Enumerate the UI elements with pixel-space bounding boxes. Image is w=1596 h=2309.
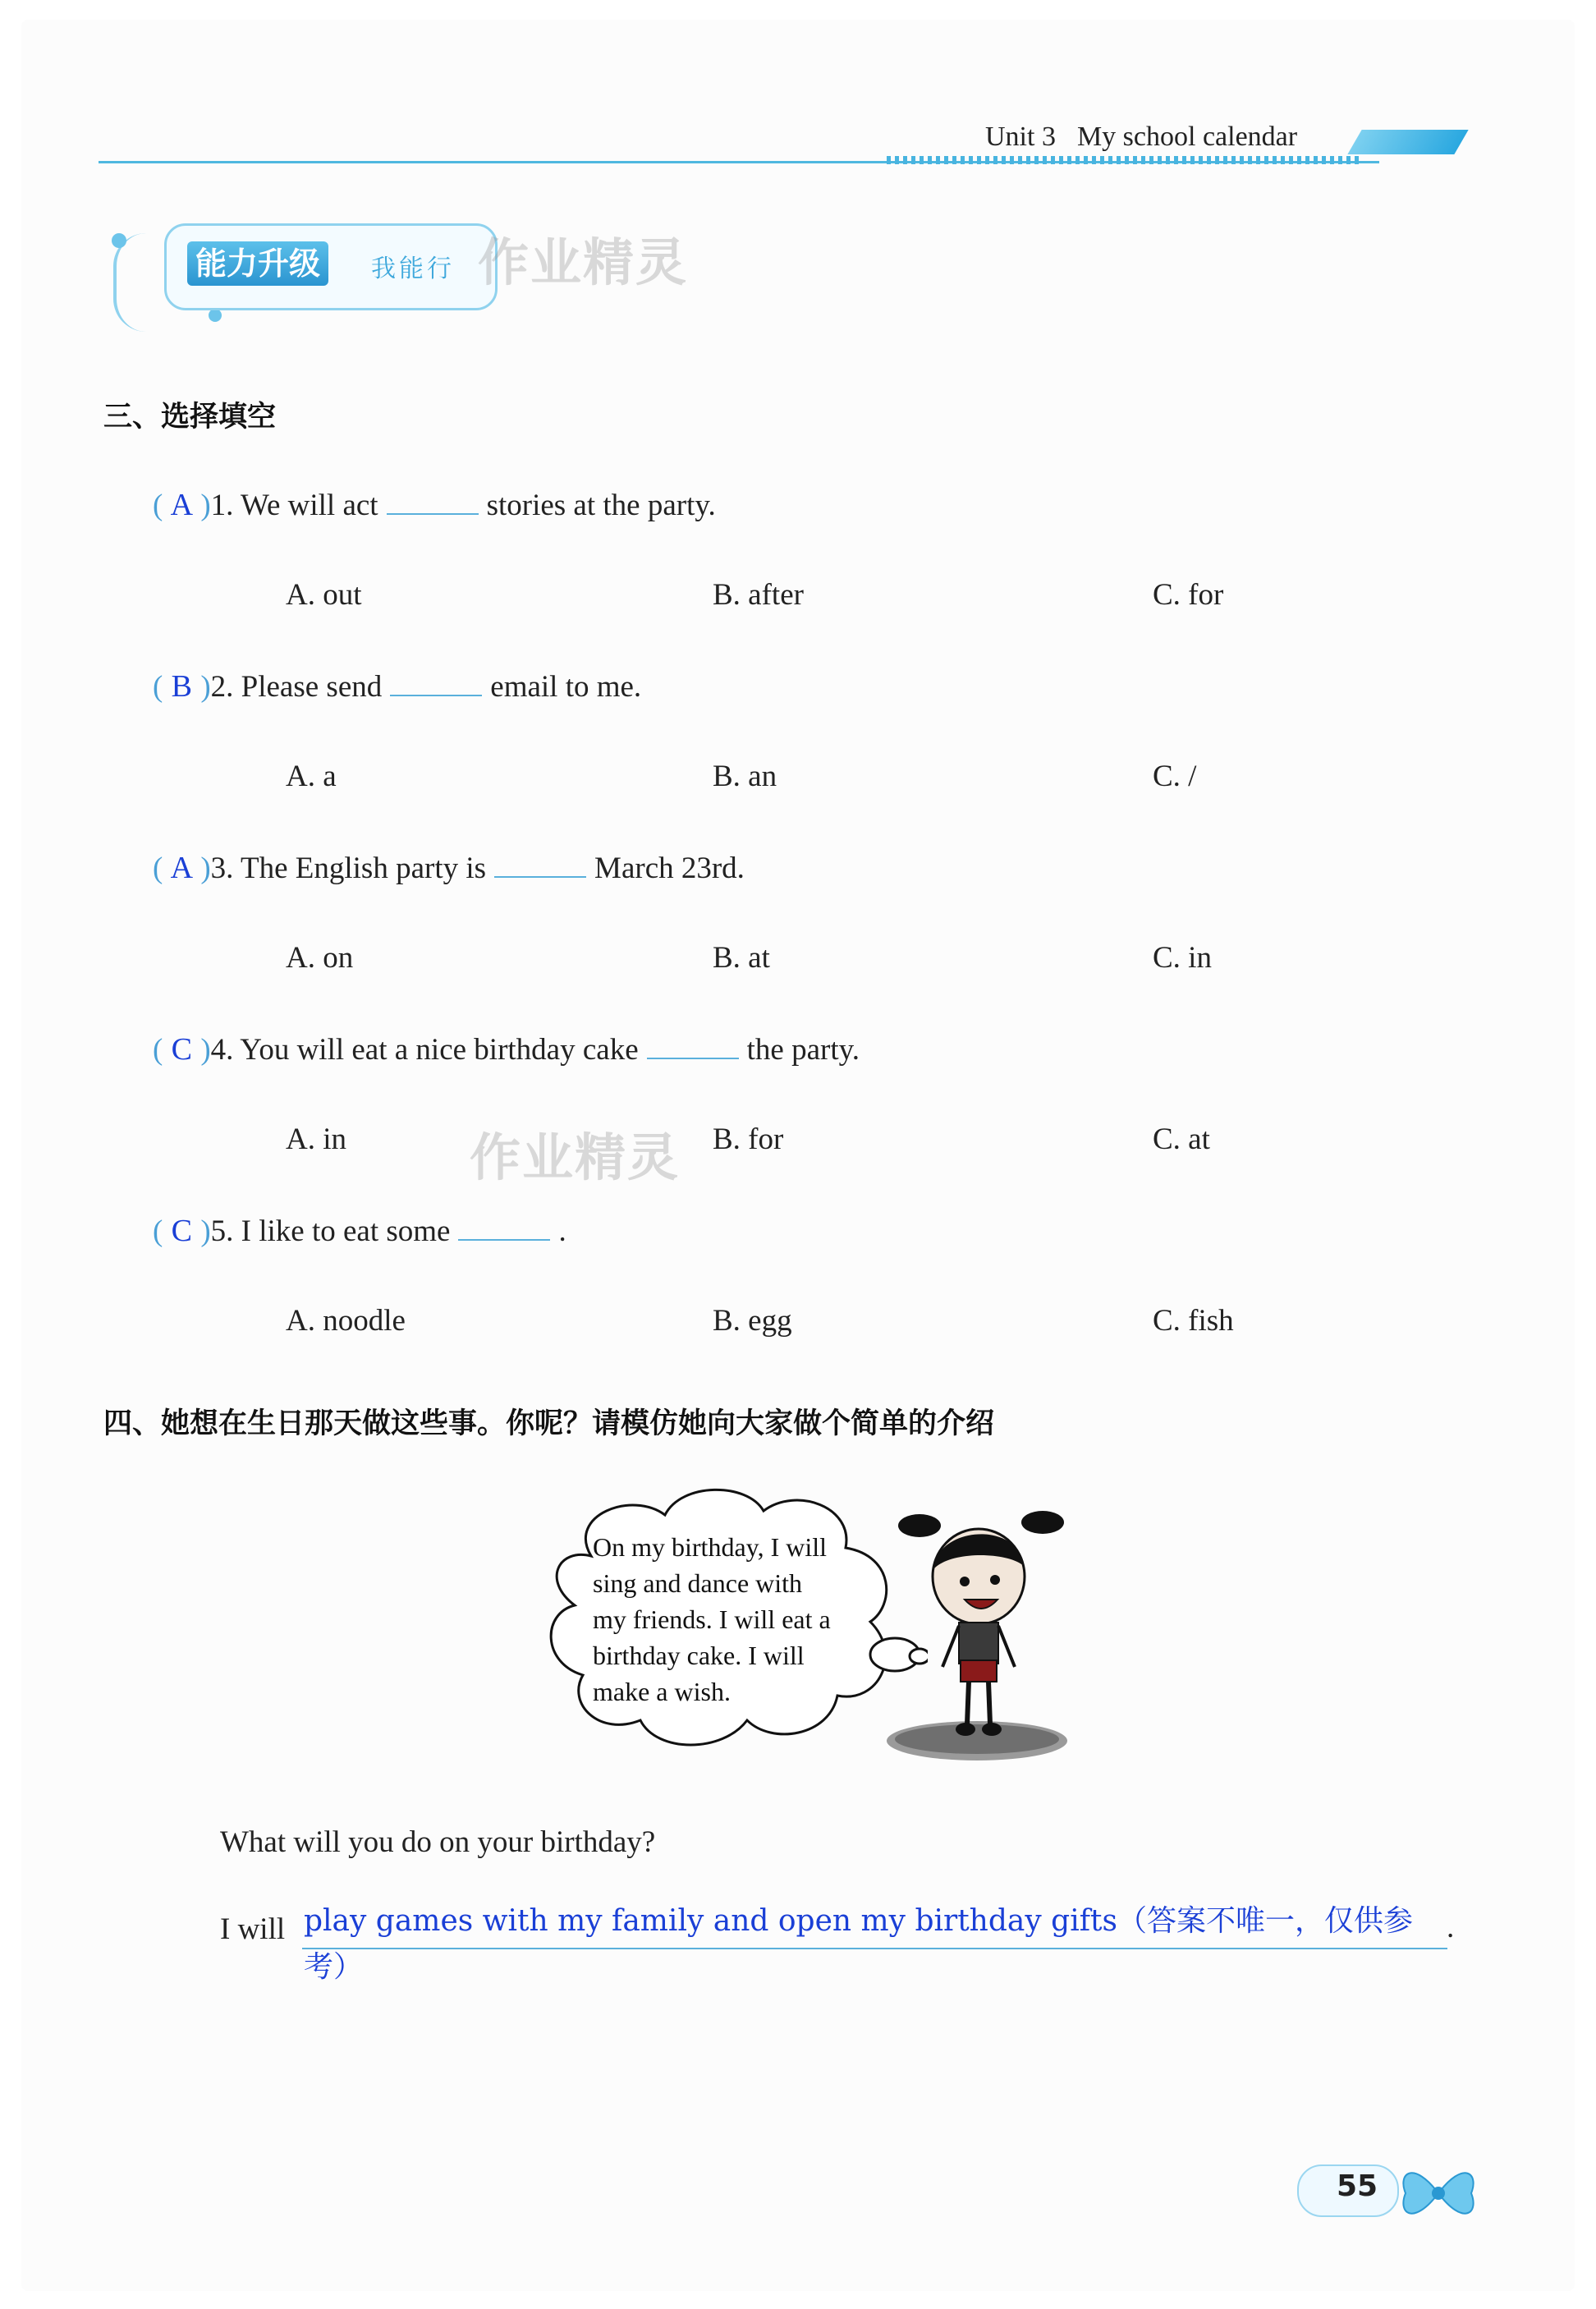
banner-swirl [113,233,158,332]
answer-mark: B [171,669,192,704]
header-title: My school calendar [1076,122,1298,152]
header-slant-bar [1347,130,1468,154]
answer-mark: A [170,851,194,885]
option-b: B. at [713,941,770,975]
option-a: A. in [286,1122,346,1156]
answer-blank [390,670,482,696]
option-c: C. in [1153,941,1212,975]
header-unit: Unit 3 [985,122,1056,152]
option-a: A. on [286,941,354,975]
header-dots [887,156,1363,164]
option-b: B. for [713,1122,784,1156]
option-a: A. out [286,578,362,612]
birthday-question: What will you do on your birthday? [220,1825,656,1859]
answer-blank [458,1214,550,1241]
watermark: 作业精灵 [470,1127,681,1187]
answer-mark: C [171,1214,192,1248]
answer-period: . [1447,1911,1455,1944]
girl-illustration [887,1503,1084,1765]
page-number: 55 [1337,2169,1378,2203]
option-b: B. after [713,578,804,612]
option-c: C. for [1153,578,1224,612]
answer-blank [494,852,586,878]
question-4: ( C )4. You will eat a nice birthday cake the party. [153,1029,860,1070]
answer-blank [387,489,479,515]
section-4-heading: 四、她想在生日那天做这些事。你呢？请模仿她向大家做个简单的介绍 [103,1407,995,1440]
banner-dot [112,233,126,248]
section-3-heading: 三、选择填空 [103,401,277,434]
option-b: B. egg [713,1304,792,1338]
answer-mark: A [170,488,194,522]
option-a: A. a [286,760,337,793]
banner-dot [209,309,222,322]
answer-lead: I will [220,1912,286,1946]
answer-blank [647,1033,739,1059]
answer-underline [302,1948,1447,1949]
bubble-text: On my birthday, I will sing and dance with my friends. I will eat a birthday cake. I will make a wish. [593,1532,831,1706]
bow-icon [1397,2156,1479,2230]
option-c: C. fish [1153,1304,1234,1338]
question-2: ( B )2. Please send email to me. [153,666,641,707]
option-a: A. noodle [286,1304,406,1338]
option-c: C. at [1153,1122,1210,1156]
option-c: C. / [1153,760,1197,793]
banner-subtitle: 我能行 [371,255,455,283]
question-1: ( A )1. We will act stories at the party. [153,484,716,526]
banner-title: 能力升级 [187,241,328,286]
question-5: ( C )5. I like to eat some . [153,1210,566,1251]
question-3: ( A )3. The English party is March 23rd. [153,847,745,888]
written-answer: play games with my family and open my birthday gifts（答案不唯一，仅供参考） [304,1904,1413,1984]
running-header [985,122,1297,153]
option-b: B. an [713,760,777,793]
watermark: 作业精灵 [478,232,689,292]
answer-mark: C [171,1032,192,1067]
